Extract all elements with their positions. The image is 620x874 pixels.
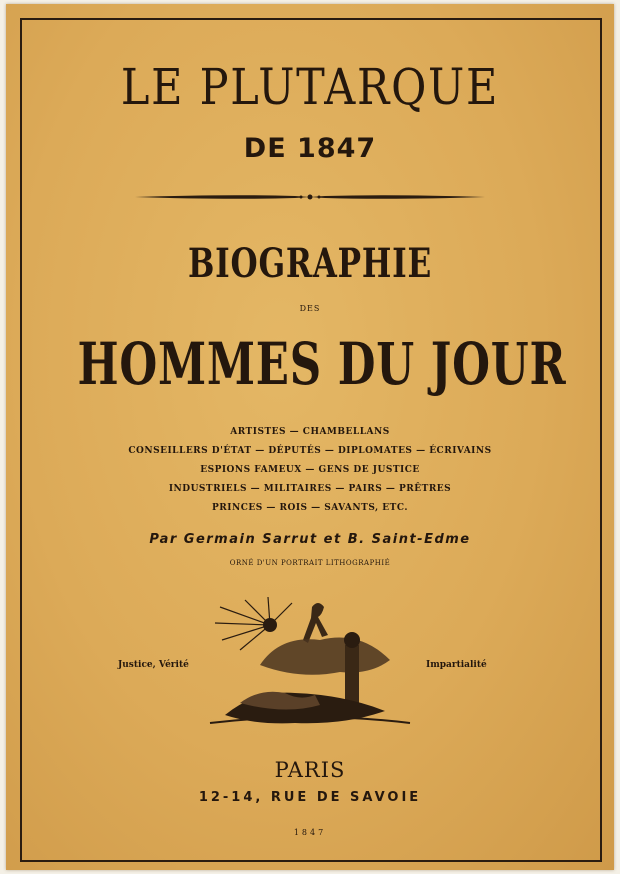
- imprint-year: 1847: [293, 828, 327, 837]
- subject-line: ARTISTES — CHAMBELLANS: [230, 427, 390, 437]
- motto-right: Impartialité: [426, 660, 487, 670]
- title-line-2: DE 1847: [243, 133, 377, 164]
- subject-line: ESPIONS FAMEUX — GENS DE JUSTICE: [200, 465, 420, 475]
- main-title-connector: DES: [299, 304, 321, 313]
- divider-ornament: [135, 189, 485, 205]
- imprint-city: PARIS: [274, 758, 346, 782]
- authors-line: Par Germain Sarrut et B. Saint-Edme: [149, 532, 471, 547]
- imprint-address: 12-14, RUE DE SAVOIE: [198, 790, 422, 805]
- title-line-1: LE PLUTARQUE: [120, 58, 500, 116]
- subject-line: PRINCES — ROIS — SAVANTS, ETC.: [212, 503, 408, 513]
- allegorical-vignette-icon: [200, 595, 425, 735]
- main-title-line-1: BIOGRAPHIE: [187, 240, 433, 287]
- subject-line: CONSEILLERS D'ÉTAT — DÉPUTÉS — DIPLOMATES — ÉCRIVAINS: [128, 446, 492, 456]
- subject-line: INDUSTRIELS — MILITAIRES — PAIRS — PRÊTRES: [168, 484, 452, 494]
- main-title-line-2: HOMMES DU JOUR: [77, 330, 567, 398]
- motto-left: Justice, Vérité: [118, 660, 189, 670]
- illustration-note: ORNÉ D'UN PORTRAIT LITHOGRAPHIÉ: [229, 559, 391, 567]
